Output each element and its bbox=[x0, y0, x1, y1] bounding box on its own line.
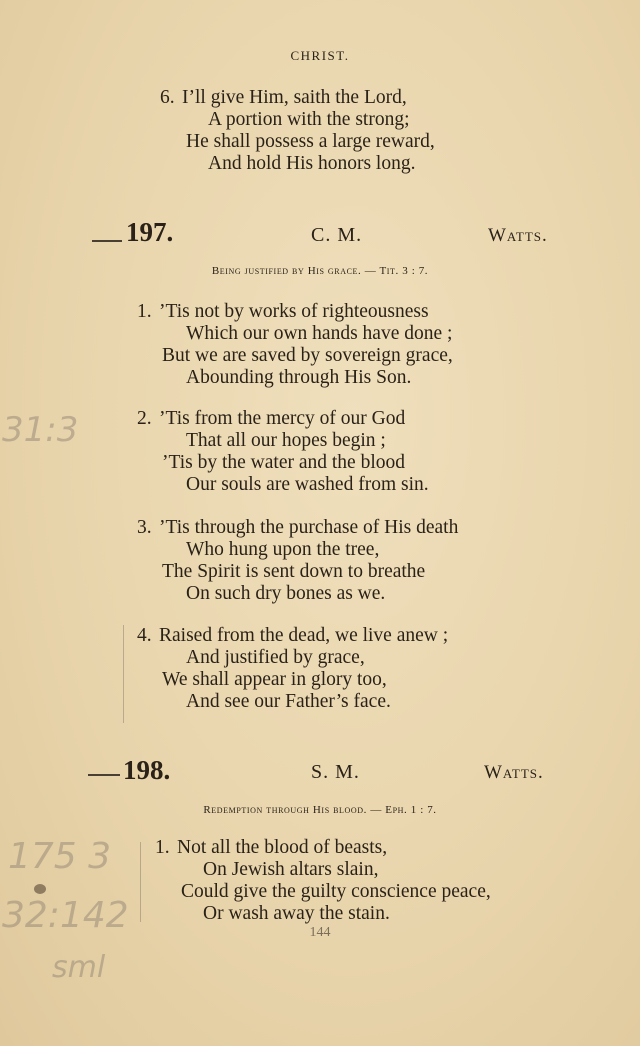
hymn-198-author: Watts. bbox=[484, 762, 544, 783]
hymn-198-stanza-1-line-2: On Jewish altars slain, bbox=[203, 859, 379, 880]
hymn-197-stanza-2-line-3: ’Tis by the water and the blood bbox=[162, 452, 405, 473]
hymn-197-stanza-4-line-1: 4. Raised from the dead, we live anew ; bbox=[137, 625, 449, 646]
margin-annotation: sml bbox=[52, 950, 106, 985]
stanza-number: 4. bbox=[137, 625, 152, 646]
hymn-197-stanza-1-line-1: 1. ’Tis not by works of righteousness bbox=[137, 301, 429, 322]
hymn-197-stanza-2-line-4: Our souls are washed from sin. bbox=[186, 474, 429, 495]
hymn-198-stanza-1-line-4: Or wash away the stain. bbox=[203, 903, 390, 924]
hymn-197-stanza-3-line-1: 3. ’Tis through the purchase of His death bbox=[137, 517, 459, 538]
margin-dash bbox=[88, 774, 120, 776]
hymn-197-stanza-4-line-2: And justified by grace, bbox=[186, 647, 365, 668]
stanza-6-line-2: A portion with the strong; bbox=[208, 109, 410, 130]
stanza-number: 1. bbox=[155, 837, 170, 858]
hymn-197-meter: C. M. bbox=[311, 224, 363, 246]
hymn-197-stanza-2-line-2: That all our hopes begin ; bbox=[186, 430, 386, 451]
hymn-197-stanza-1-line-4: Abounding through His Son. bbox=[186, 367, 412, 388]
margin-annotation: 32:142 bbox=[2, 895, 129, 936]
hymn-197-stanza-3-line-4: On such dry bones as we. bbox=[186, 583, 386, 604]
hymn-198-subject: Redemption through His blood. — Eph. 1 : 7. bbox=[203, 804, 437, 816]
hymn-197-stanza-3-line-2: Who hung upon the tree, bbox=[186, 539, 380, 560]
margin-pencil-bar bbox=[123, 625, 124, 723]
hymn-197-stanza-3-line-3: The Spirit is sent down to breathe bbox=[162, 561, 426, 582]
running-head: CHRIST. bbox=[290, 48, 350, 63]
hymn-198-meter: S. M. bbox=[311, 761, 360, 783]
hymn-197-stanza-1-line-2: Which our own hands have done ; bbox=[186, 323, 453, 344]
margin-annotation: 31:3 bbox=[2, 410, 79, 450]
margin-annotation: 175 3 bbox=[8, 836, 112, 877]
margin-pencil-bar bbox=[140, 842, 141, 922]
hymn-197-stanza-2-line-1: 2. ’Tis from the mercy of our God bbox=[137, 408, 406, 429]
stanza-number: 3. bbox=[137, 517, 152, 538]
stanza-6-line-1: 6. I’ll give Him, saith the Lord, bbox=[160, 87, 407, 108]
stanza-number: 2. bbox=[137, 408, 152, 429]
margin-dash bbox=[92, 240, 122, 242]
ink-blot bbox=[34, 884, 46, 894]
hymn-198-stanza-1-line-3: Could give the guilty conscience peace, bbox=[181, 881, 491, 902]
stanza-number: 1. bbox=[137, 301, 152, 322]
hymn-198-number: 198. bbox=[123, 755, 171, 785]
stanza-number: 6. bbox=[160, 87, 175, 108]
hymn-198-stanza-1-line-1: 1. Not all the blood of beasts, bbox=[155, 837, 388, 858]
hymn-197-stanza-4-line-3: We shall appear in glory too, bbox=[162, 669, 387, 690]
stanza-6-line-4: And hold His honors long. bbox=[208, 153, 416, 174]
hymn-197-subject: Being justified by His grace. — Tit. 3 : 7. bbox=[211, 265, 429, 277]
hymn-197-author: Watts. bbox=[488, 225, 548, 246]
stanza-6-line-3: He shall possess a large reward, bbox=[186, 131, 435, 152]
page-number: 144 bbox=[309, 925, 331, 940]
hymn-197-number: 197. bbox=[126, 217, 174, 247]
hymn-197-stanza-4-line-4: And see our Father’s face. bbox=[186, 691, 391, 712]
hymn-197-stanza-1-line-3: But we are saved by sovereign grace, bbox=[162, 345, 453, 366]
